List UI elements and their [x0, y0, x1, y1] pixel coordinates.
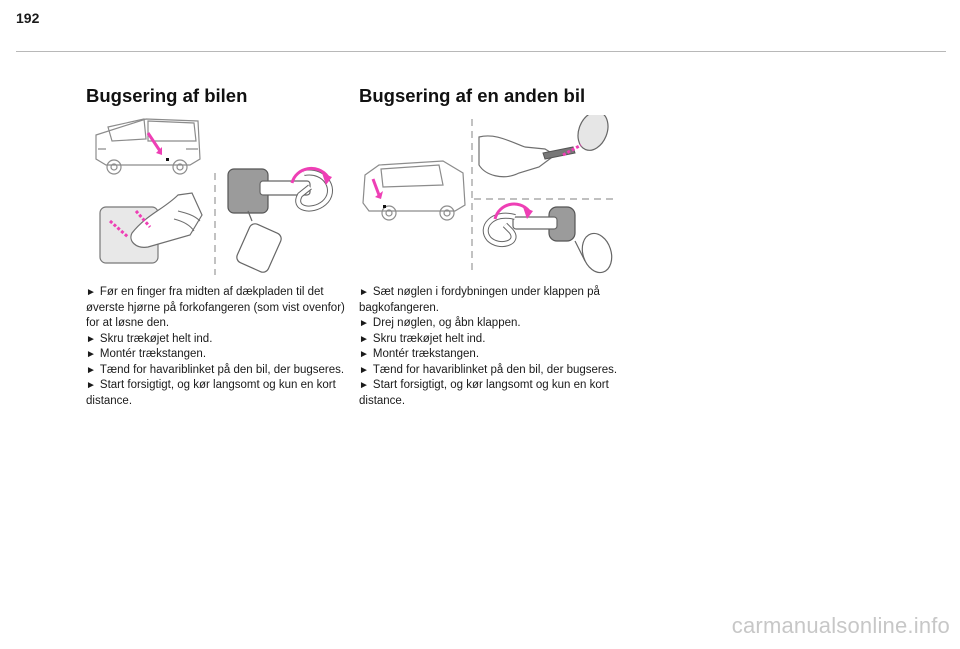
step-item: ► Montér trækstangen. [359, 348, 480, 360]
bullet-arrow-icon: ► [359, 318, 369, 329]
bullet-arrow-icon: ► [359, 287, 369, 298]
pull-arrow-icon [148, 133, 160, 151]
towing-other-car-illustration [359, 115, 617, 277]
steps-list [359, 285, 621, 409]
bullet-arrow-icon: ► [86, 380, 96, 391]
cover-plate-drawing [100, 193, 202, 263]
step-item: ► Tænd for havariblinket på den bil, der bugseres. [359, 363, 618, 376]
bullet-arrow-icon: ► [359, 333, 369, 345]
bullet-arrow-icon: ► [359, 380, 369, 391]
steps-list [86, 285, 348, 409]
hand-with-key-drawing [479, 115, 613, 177]
step-item: ► Drej nøglen, og åbn klappen. [359, 317, 521, 329]
section-title: Bugsering af bilen [86, 85, 248, 106]
tow-eye-drawing [228, 169, 330, 274]
bullet-arrow-icon: ► [359, 364, 369, 376]
bullet-arrow-icon: ► [86, 364, 96, 376]
van-front-drawing [96, 119, 200, 174]
step-item: ► Start forsigtigt, og kør langsomt og kun en kort distance. [86, 379, 336, 407]
step-item: ► Skru trækøjet helt ind. [86, 332, 213, 345]
step-item: ► Skru trækøjet helt ind. [359, 332, 486, 345]
header-rule [16, 51, 946, 52]
step-item: ► Start forsigtigt, og kør langsomt og kun en kort distance. [359, 379, 609, 407]
bullet-arrow-icon: ► [86, 287, 96, 298]
tow-eye-rear-drawing [486, 207, 617, 276]
step-item: ► Sæt nøglen i fordybningen under klappen på bagkofangeren. [359, 286, 600, 314]
step-item: ► Montér trækstangen. [86, 348, 207, 360]
bullet-arrow-icon: ► [359, 349, 369, 360]
bullet-arrow-icon: ► [86, 349, 96, 360]
section-towing-other-car [359, 84, 618, 407]
page-number: 192 [16, 10, 40, 26]
watermark: carmanualsonline.info [731, 613, 950, 638]
step-item: ► Før en finger fra midten af dækpladen til det øverste hjørne på forkofangeren (som vist ovenfor) for at løsne den. [86, 286, 345, 329]
section-title: Bugsering af en anden bil [359, 85, 586, 106]
towing-own-car-illustration [86, 115, 336, 277]
step-item: ► Tænd for havariblinket på den bil, der bugseres. [86, 363, 345, 376]
bullet-arrow-icon: ► [86, 333, 96, 345]
section-towing-own-car [86, 84, 345, 407]
pull-arrow-icon [373, 179, 379, 195]
